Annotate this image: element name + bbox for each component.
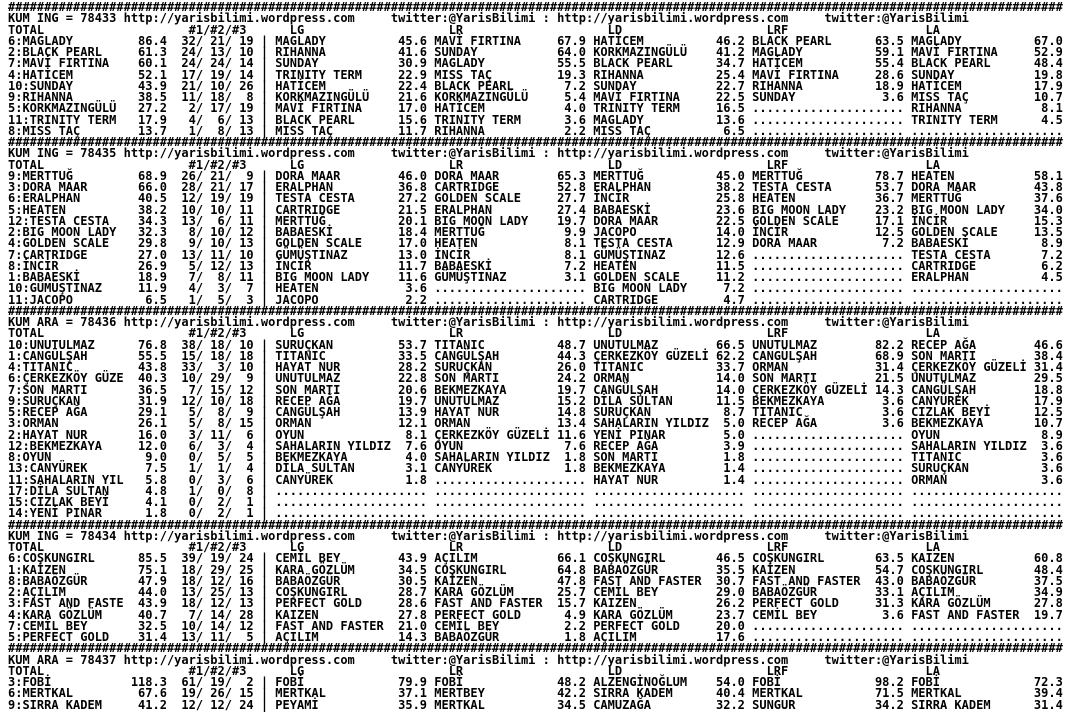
separator-line: ################################################################################################################################################## <box>8 303 1063 318</box>
data-row: 1:BABAESKİ 18.9 7/ 8/ 11 | BIG MOON LADY 11.6 GÜMÜŞTINAZ 3.1 GOLDEN SCALE 11.2 ..................... ERALPHAN 4.5 <box>8 270 1063 284</box>
data-row: 12:BEKMEZKAYA 12.0 6/ 3/ 4 | SAHALARIN YILDIZ 7.6 OYUN 7.6 RECEP AĞA 3.9 ..................... SAHALARIN YILDIZ 3.6 <box>8 438 1063 453</box>
separator-line: ################################################################################################################################################## <box>8 641 1063 656</box>
data-row: 1:KAİZEN 75.1 18/ 29/ 25 | KARA GÖZLÜM 34.5 COŞKUNGIRL 64.8 BABAÖZGÜR 35.5 KAİZEN 54.7 COŞKUNGIRL 48.4 <box>8 562 1063 577</box>
columns-header: TOTAL #1/#2/#3 LG LR LD LRF LA <box>8 22 940 37</box>
data-row: 9:SURUÇKAN 31.9 12/ 10/ 18 | RECEP AĞA 19.7 UNUTULMAZ 15.2 DİLA SULTAN 11.5 BEKMEZKAYA 3.6 CANYÜREK 17.9 <box>8 393 1063 408</box>
data-row: 17:DİLA SULTAN 4.8 1/ 0/ 8 | ..................... ..................... ..................... ..................... ..................... <box>8 483 1063 498</box>
data-row: 9:SIRRA KADEM 41.2 12/ 12/ 24 | PEYAMİ 35.9 MERTKAL 34.5 CAMUZAĞA 32.2 SUNGUR 34.2 SIRRA KADEM 31.4 <box>8 697 1063 712</box>
separator-line: ################################################################################################################################################## <box>8 0 1063 14</box>
data-row: 5:HEATEN 38.2 10/ 10/ 11 | CARTRIDGE 21.5 ERALPHAN 27.4 BABAESKİ 23.6 BIG MOON LADY 23.2 BIG MOON LADY 34.0 <box>8 202 1063 217</box>
data-row: 4:GOLDEN SCALE 29.8 9/ 10/ 13 | GOLDEN SCALE 17.0 HEATEN 8.1 TESTA CESTA 12.9 DORA MAAR 7.2 BABAESKİ 8.9 <box>8 236 1063 251</box>
data-row: 7:CEMİL BEY 32.5 10/ 14/ 12 | FAST AND FASTER 21.0 CEMİL BEY 2.2 PERFECT GOLD 20.0 ..................... ..................... <box>8 618 1063 633</box>
columns-header: TOTAL #1/#2/#3 LG LR LD LRF LA <box>8 540 940 554</box>
section-title: KUM ARA = 78437 http://yarisbilimi.wordpress.com twitter:@YarisBilimi : http://yarisbilimi.wordpress.com twitter:@YarisBilimi <box>8 652 969 667</box>
data-row: 7:CARTRIDGE 27.0 13/ 11/ 10 | GÜMÜŞTINAZ 13.0 İNCİR 8.1 GÜMÜŞTINAZ 12.6 ..................... TESTA CESTA 7.2 <box>8 247 1063 262</box>
data-row: 6:COŞKUNGIRL 85.5 39/ 19/ 24 | CEMİL BEY 43.9 AÇILIM 66.1 COŞKUNGIRL 46.5 COŞKUNGIRL 63.5 KAIZEN 60.8 <box>8 551 1063 566</box>
data-row: 10:UNUTULMAZ 76.8 38/ 18/ 10 | SURUÇKAN 53.7 TITANIC 48.7 UNUTULMAZ 66.5 UNUTULMAZ 82.2 RECEP AĞA 46.6 <box>8 337 1063 352</box>
data-row: 5:KORKMAZINGÜLÜ 27.2 2/ 17/ 19 | MAVİ FIRTINA 17.0 HATİCEM 4.0 TRINITY TERM 16.5 ..................... RIHANNA 8.1 <box>8 101 1063 116</box>
section-title: KUM ARA = 78436 http://yarisbilimi.wordpress.com twitter:@YarisBilimi : http://yarisbilimi.wordpress.com twitter:@YarisBilimi <box>8 315 969 329</box>
data-row: 4:KARA GÖZLÜM 40.7 7/ 14/ 28 | KAIZEN 27.8 PERFECT GOLD 4.9 KARA GÖZLÜM 23.7 CEMİL BEY 3.6 FAST AND FASTER 19.7 <box>8 607 1063 622</box>
data-row: 10:GÜMÜŞTINAZ 11.9 4/ 3/ 7 | HEATEN 3.6 ..................... BIG MOON LADY 7.2 ..................... ..................... <box>8 281 1063 296</box>
data-row: 8:MISS TAÇ 13.7 1/ 8/ 13 | MISS TAÇ 11.7 RIHANNA 2.2 MISS TAÇ 6.5 ..................... ..................... <box>8 123 1063 138</box>
data-row: 8:OYUN 9.0 0/ 5/ 5 | BEKMEZKAYA 4.0 SAHALARIN YILDIZ 1.8 SON MARTI 1.8 ..................... TITANIC 3.6 <box>8 450 1063 464</box>
data-row: 3:FAST AND FASTE 43.9 18/ 12/ 13 | PERFECT GOLD 28.6 FAST AND FASTER 15.7 KAIZEN 26.2 PERFECT GOLD 31.3 KARA GÖZLÜM 27.8 <box>8 596 1063 611</box>
data-row: 2:BIG MOON LADY 32.3 8/ 10/ 12 | BABAESKİ 18.4 MERTTUĞ 9.9 JACOPO 14.0 İNCİR 12.5 GOLDEN SCALE 13.5 <box>8 225 1063 239</box>
data-row: 11:TRINITY TERM 17.9 4/ 6/ 13 | BLACK PEARL 15.6 TRINITY TERM 3.6 MAGLADY 13.6 ..................... TRINITY TERM 4.5 <box>8 112 1063 127</box>
data-row: 5:RECEP AĞA 29.1 5/ 8/ 9 | CANGÜLŞAH 13.9 HAYAT NUR 14.8 SURUÇKAN 8.7 TITANIC 3.6 CIZLAK BEYİ 12.5 <box>8 405 1063 419</box>
data-row: 6:MAGLADY 86.4 32/ 21/ 19 | MAGLADY 45.6 MAVİ FIRTINA 67.9 HATİCEM 46.2 BLACK PEARL 63.5 MAGLADY 67.0 <box>8 33 1063 48</box>
data-row: 4:HATİCEM 52.1 17/ 19/ 14 | TRINITY TERM 22.9 MISS TAÇ 19.3 RIHANNA 25.4 MAVİ FIRTINA 28.6 SUNDAY 19.8 <box>8 67 1063 82</box>
data-row: 9:RIHANNA 38.5 11/ 18/ 8 | KORKMAZINGÜLÜ 21.6 KORKMAZINGÜLÜ 5.4 MAVİ FIRTINA 22.5 SUNDAY 3.6 MISS TAÇ 10.7 <box>8 90 1063 104</box>
data-row: 9:MERTTUĞ 68.9 26/ 21/ 9 | DORA MAAR 46.0 DORA MAAR 65.3 MERTTUĞ 45.0 MERTTUĞ 78.7 HEATEN 58.1 <box>8 168 1063 183</box>
data-row: 2:HAYAT NUR 16.0 3/ 11/ 6 | OYUN 8.1 ÇERKEZKÖY GÜZELİ 11.6 YENİ PINAR 5.0 ..................... OYUN 8.9 <box>8 427 1063 442</box>
data-row: 14:YENİ PINAR 1.8 0/ 2/ 1 | ..................... ..................... ..................... ..................... ..................... <box>8 506 1063 521</box>
data-row: 4:TITANIC 43.8 33/ 3/ 10 | HAYAT NUR 28.2 SURUÇKAN 26.0 TITANIC 33.7 ORMAN 31.4 ÇERKEZKÖY GÜZELİ 31.4 <box>8 360 1063 374</box>
section-title: KUM ING = 78435 http://yarisbilimi.wordpress.com twitter:@YarisBilimi : http://yarisbilimi.wordpress.com twitter:@YarisBilimi <box>8 146 969 161</box>
section-title: KUM ING = 78434 http://yarisbilimi.wordpress.com twitter:@YarisBilimi : http://yarisbilimi.wordpress.com twitter:@YarisBilimi <box>8 528 969 543</box>
data-row: 6:ÇERKEZKÖY GÜZE 40.3 10/ 29/ 9 | UNUTULMAZ 22.8 SON MARTI 24.2 ORMAN 14.0 SON MARTI 21.5 UNUTULMAZ 29.5 <box>8 371 1063 386</box>
separator-line: ################################################################################################################################################## <box>8 517 1063 532</box>
data-row: 8:BABAÖZGÜR 47.9 18/ 12/ 16 | BABAÖZGÜR 30.5 KAİZEN 47.8 FAST AND FASTER 30.7 FAST AND FASTER 43.0 BABAÖZGÜR 37.5 <box>8 573 1063 588</box>
data-row: 3:ORMAN 26.1 5/ 8/ 15 | ORMAN 12.1 ORMAN 13.4 SAHALARIN YILDIZ 5.0 RECEP AĞA 3.6 BEKMEZKAYA 10.7 <box>8 416 1063 431</box>
columns-header: TOTAL #1/#2/#3 LG LR LD LRF LA <box>8 663 940 678</box>
data-row: 1:CANGÜLŞAH 55.5 15/ 18/ 18 | TITANIC 33.5 CANGÜLŞAH 44.3 ÇERKEZKÖY GÜZELİ 62.2 CANGÜLŞAH 68.9 SON MARTI 38.4 <box>8 348 1063 363</box>
data-row: 11:JACOPO 6.5 1/ 5/ 3 | JACOPO 2.2 ..................... CARTRIDGE 4.7 ..................... ..................... <box>8 292 1063 307</box>
columns-header: TOTAL #1/#2/#3 LG LR LD LRF LA <box>8 157 940 172</box>
data-row: 3:FOBİ 118.3 61/ 19/ 2 | FOBİ 79.9 FOBİ 48.2 ALZENGİNOĞLUM 54.0 FOBİ 98.2 FOBİ 72.3 <box>8 675 1063 689</box>
data-row: 7:MAVİ FIRTINA 60.1 24/ 24/ 14 | SUNDAY 30.9 MAGLADY 55.5 BLACK PEARL 34.7 HATİCEM 55.4 BLACK PEARL 48.4 <box>8 56 1063 71</box>
data-row: 13:CANYÜREK 7.5 1/ 1/ 4 | DİLA SULTAN 3.1 CANYÜREK 1.8 BEKMEZKAYA 1.4 ..................... SURUÇKAN 3.6 <box>8 461 1063 476</box>
data-row: 6:ERALPHAN 40.5 12/ 19/ 19 | TESTA CESTA 27.2 GOLDEN SCALE 27.7 İNCİR 25.8 HEATEN 36.7 MERTTUĞ 37.6 <box>8 191 1063 206</box>
data-row: 8:İNCİR 26.9 5/ 12/ 13 | İNCİR 11.7 BABAESKİ 7.2 HEATEN 11.5 ..................... CARTRIDGE 6.2 <box>8 258 1063 273</box>
data-row: 5:PERFECT GOLD 31.4 13/ 11/ 5 | AÇILIM 14.3 BABAÖZGÜR 1.8 AÇILIM 17.6 ..................... ..................... <box>8 630 1063 644</box>
columns-header: TOTAL #1/#2/#3 LG LR LD LRF LA <box>8 326 940 341</box>
data-row: 2:BLACK PEARL 61.3 24/ 13/ 10 | RIHANNA 41.6 SUNDAY 64.0 KORKMAZINGÜLÜ 41.2 MAGLADY 59.1 MAVİ FIRTINA 52.9 <box>8 45 1063 59</box>
separator-line: ################################################################################################################################################## <box>8 135 1063 149</box>
data-row: 11:SAHALARIN YIL 5.8 0/ 3/ 6 | CANYÜREK 1.8 ..................... HAYAT NUR 1.4 ..................... ORMAN 3.6 <box>8 472 1063 487</box>
data-row: 10:SUNDAY 43.9 21/ 10/ 26 | HATİCEM 22.4 BLACK PEARL 7.2 SUNDAY 22.7 RIHANNA 18.9 HATİCEM 17.9 <box>8 78 1063 93</box>
data-row: 7:SON MARTI 36.5 7/ 15/ 12 | SON MARTI 20.6 BEKMEZKAYA 19.7 CANGÜLŞAH 14.0 ÇERKEZKÖY GÜZELİ 14.3 CANGÜLŞAH 18.8 <box>8 382 1063 397</box>
section-title: KUM ING = 78433 http://yarisbilimi.wordpress.com twitter:@YarisBilimi : http://yarisbilimi.wordpress.com twitter:@YarisBilimi <box>8 11 969 26</box>
data-row: 3:DORA MAAR 66.0 28/ 21/ 17 | ERALPHAN 36.8 CARTRIDGE 52.8 ERALPHAN 38.2 TESTA CESTA 53.7 DORA MAAR 43.8 <box>8 180 1063 194</box>
data-row: 2:AÇILIM 44.0 13/ 25/ 13 | COŞKUNGIRL 28.7 KARA GÖZLÜM 25.7 CEMİL BEY 29.0 BABAÖZGÜR 33.1 AÇILIM 34.9 <box>8 585 1063 599</box>
data-row: 12:TESTA CESTA 34.3 13/ 6/ 11 | MERTTUĞ 20.1 BIG MOON LADY 19.7 DORA MAAR 22.5 GOLDEN SCALE 17.1 İNCİR 15.3 <box>8 213 1063 228</box>
data-row: 6:MERTKAL 67.6 19/ 26/ 15 | MERTKAL 37.1 MERTBEY 42.2 SIRRA KADEM 40.4 MERTKAL 71.5 MERTKAL 39.4 <box>8 686 1063 701</box>
data-row: 15:CIZLAK BEYİ 4.1 0/ 2/ 1 | ..................... ..................... ..................... ..................... ..................... <box>8 495 1063 509</box>
